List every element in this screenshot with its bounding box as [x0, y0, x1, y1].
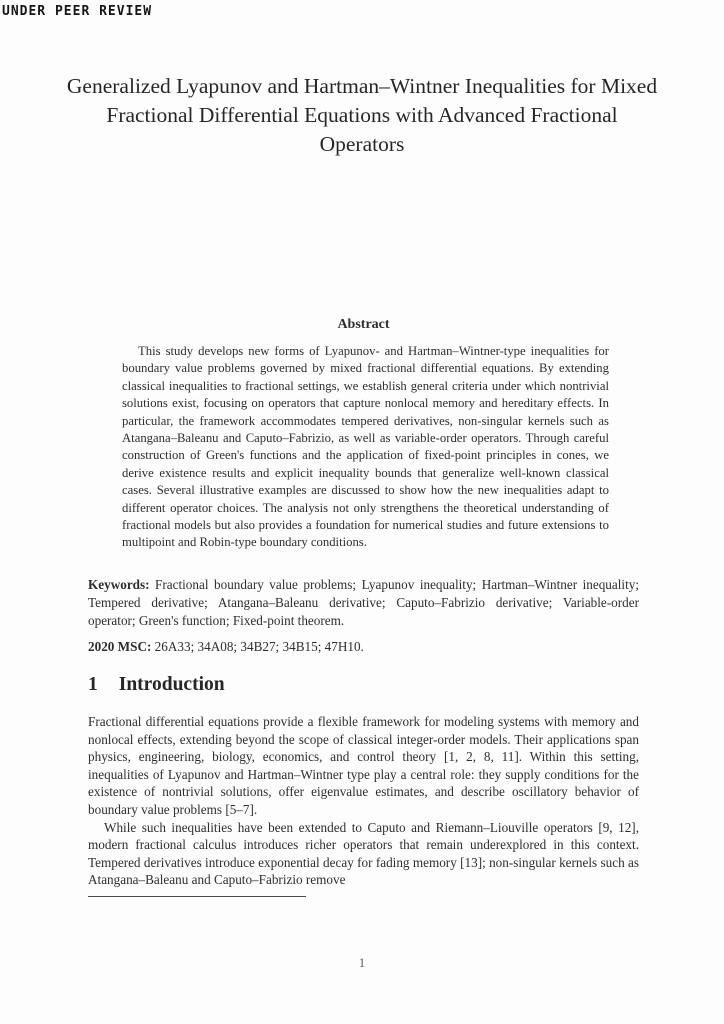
footnote-rule [88, 896, 306, 897]
keywords-label: Keywords: [88, 577, 150, 592]
abstract-heading: Abstract [337, 317, 390, 332]
introduction-body [88, 713, 639, 889]
keywords-text: Fractional boundary value problems; Lyapunov inequality; Hartman–Wintner inequality; Tempered derivative; Atangana–Baleanu derivative; Caputo–Fabrizio derivative; Variable-order operator; Green's function; Fixed-point theorem. [88, 577, 640, 628]
section-1-number: 1 [88, 674, 98, 695]
paper-title: Generalized Lyapunov and Hartman–Wintner Inequalities for Mixed Fractional Differential Equations with Advanced Fractional Operators [66, 74, 658, 156]
keywords-line [88, 576, 639, 629]
msc-line [88, 638, 639, 656]
peer-review-watermark: UNDER PEER REVIEW [2, 4, 153, 19]
introduction-paragraph-1: Fractional differential equations provide a flexible framework for modeling systems with memory and nonlocal effects, extending beyond the scope of classical integer-order models. Their applications span physics, engineering, biology, economics, and control theory [1, 2, 8, 11]. Within this setting, inequalities of Lyapunov and Hartman–Wintner type play a central role: they supply conditions for the existence of nontrivial solutions, offer eigenvalue estimates, and describe oscillatory behavior of boundary value problems [5–7]. [88, 714, 639, 817]
msc-text: 26A33; 34A08; 34B27; 34B15; 47H10. [154, 639, 364, 654]
msc-label: 2020 MSC: [88, 639, 152, 654]
page-number: 1 [358, 956, 366, 970]
section-1-title: Introduction [118, 674, 225, 695]
abstract-body: This study develops new forms of Lyapunov- and Hartman–Wintner-type inequalities for boundary value problems governed by mixed fractional differential equations. By extending classical inequalities to fractional settings, we establish general criteria under which nontrivial solutions exist, focusing on operators that capture nonlocal memory and hereditary effects. In particular, the framework accommodates tempered derivatives, non-singular kernels such as Atangana–Baleanu and Caputo–Fabrizio, as well as variable-order operators. Through careful construction of Green's functions and the application of fixed-point principles in cones, we derive existence results and explicit inequality bounds that generalize well-known classical cases. Several illustrative examples are discussed to show how the new inequalities adapt to different operator choices. The analysis not only strengthens the theoretical understanding of fractional models but also provides a foundation for numerical studies and future extensions to multipoint and Robin-type boundary conditions. [122, 344, 609, 550]
section-1-heading [88, 674, 225, 696]
introduction-paragraph-2: While such inequalities have been extended to Caputo and Riemann–Liouville operators [9, 12], modern fractional calculus introduces richer operators that remain underexplored in this context. Tempered derivatives introduce exponential decay for fading memory [13]; non-singular kernels such as Atangana–Baleanu and Caputo–Fabrizio remove [88, 819, 639, 888]
